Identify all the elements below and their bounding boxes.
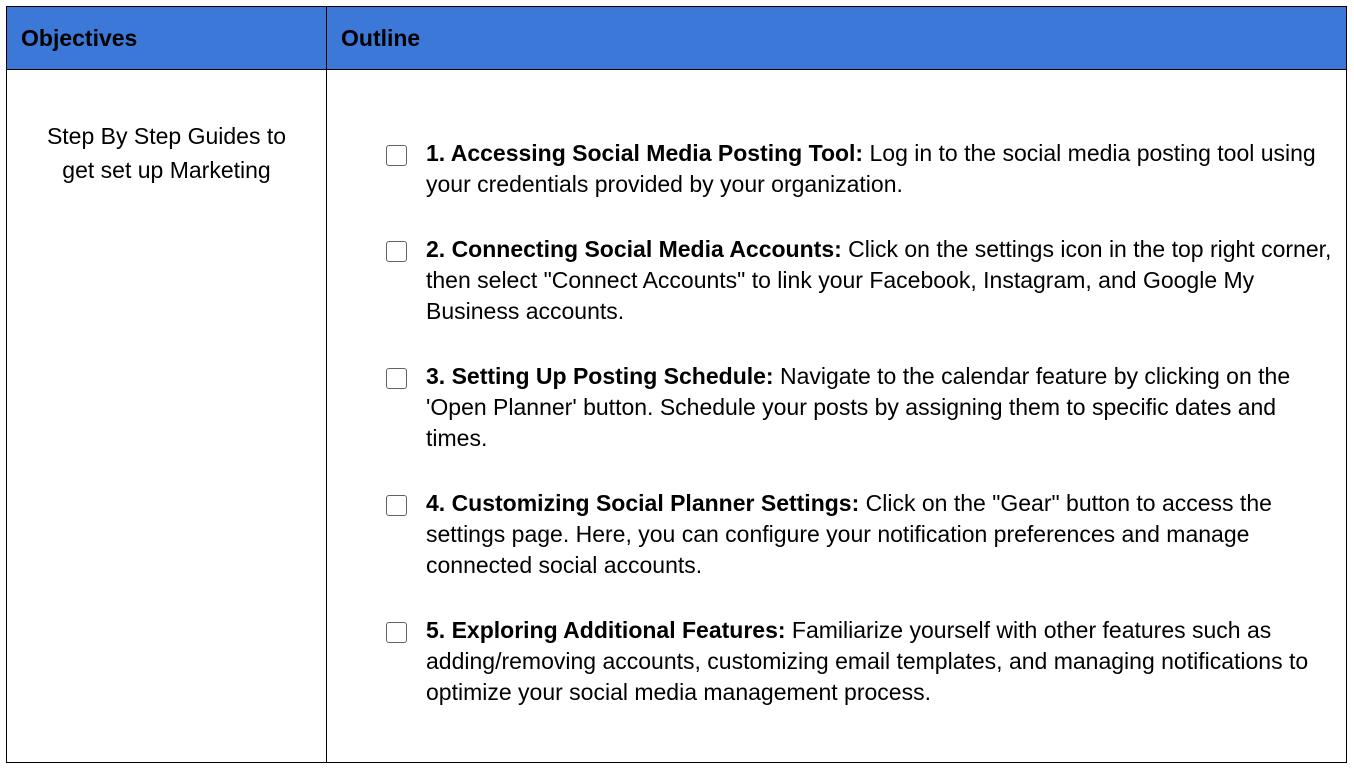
checklist-item-3 [386, 361, 1334, 454]
item-body-5: Familiarize yourself with other features such as adding/removing accounts, customizing email templates, and managing notifications to optimize your social media management process. [426, 617, 1309, 705]
header-objectives: Objectives [7, 7, 327, 70]
header-outline: Outline [327, 7, 1346, 70]
objectives-outline-table [6, 6, 1347, 763]
item-body-3: Navigate to the calendar feature by clicking on the 'Open Planner' button. Schedule your posts by assigning them to specific dates and times. [426, 363, 1291, 451]
checklist-item-4 [386, 488, 1334, 581]
objective-text-line1: Step By Step Guides to [46, 123, 287, 149]
item-text-2 [426, 234, 1334, 327]
outline-cell [327, 70, 1346, 762]
checkbox-item-3[interactable] [386, 368, 407, 389]
checklist-item-1 [386, 138, 1334, 200]
item-text-4 [426, 488, 1334, 581]
checkbox-item-5[interactable] [386, 622, 407, 643]
item-text-3 [426, 361, 1334, 454]
checkbox-item-2[interactable] [386, 241, 407, 262]
item-text-5 [426, 615, 1334, 708]
item-body-4: Click on the "Gear" button to access the settings page. Here, you can configure your notification preferences and manage connected social accounts. [426, 490, 1272, 578]
objective-cell [7, 70, 327, 762]
checkbox-item-1[interactable] [386, 145, 407, 166]
checklist-item-2 [386, 234, 1334, 327]
checklist-item-5 [386, 615, 1334, 708]
item-title-3: 3. Setting Up Posting Schedule: [426, 363, 774, 389]
item-title-4: 4. Customizing Social Planner Settings: [426, 490, 860, 516]
objective-text-line2: get set up Marketing [62, 157, 271, 183]
item-title-5: 5. Exploring Additional Features: [426, 617, 786, 643]
item-body-1: Log in to the social media posting tool using your credentials provided by your organization. [426, 140, 1316, 197]
item-title-2: 2. Connecting Social Media Accounts: [426, 236, 842, 262]
checkbox-item-4[interactable] [386, 495, 407, 516]
item-text-1 [426, 138, 1334, 200]
item-title-1: 1. Accessing Social Media Posting Tool: [426, 140, 864, 166]
item-body-2: Click on the settings icon in the top right corner, then select "Connect Accounts" to link your Facebook, Instagram, and Google My Business accounts. [426, 236, 1332, 324]
